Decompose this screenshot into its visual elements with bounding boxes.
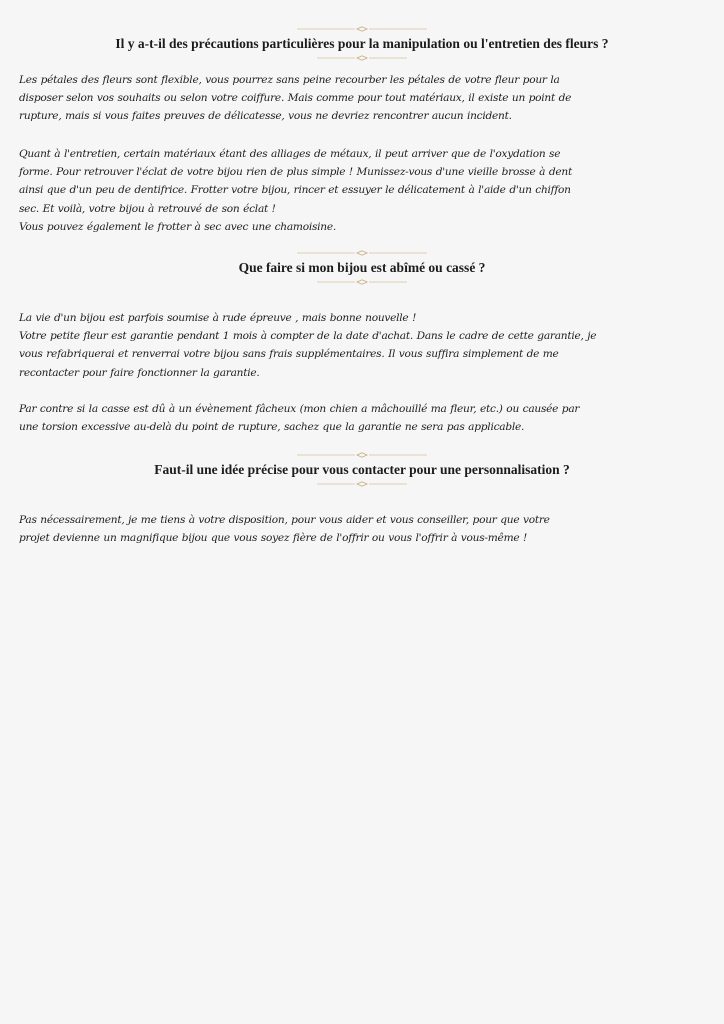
answer-line: une torsion excessive au-delà du point de rupture, sachez que la garantie ne sera pas applicable. <box>19 421 525 434</box>
faq-answer-paragraph <box>19 145 619 236</box>
answer-line: Pas nécessairement, je me tiens à votre disposition, pour vous aider et vous conseiller, pour que votre <box>19 514 550 526</box>
answer-line: Quant à l'entretien, certain matériaux étant des alliages de métaux, il peut arriver que de l'oxydation se <box>19 148 561 160</box>
answer-line: rupture, mais si vous faites preuves de délicatesse, vous ne devriez rencontrer aucun incident. <box>19 110 512 123</box>
ornament-divider-top <box>0 26 724 32</box>
answer-line: recontacter pour faire fonctionner la garantie. <box>19 366 260 379</box>
answer-line: sec. Et voilà, votre bijou à retrouvé de son éclat ! <box>19 202 276 215</box>
faq-answer-paragraph <box>19 400 619 436</box>
faq-question: Faut-il une idée précise pour vous contacter pour une personnalisation ? <box>154 462 570 477</box>
answer-line: Par contre si la casse est dû à un évènement fâcheux (mon chien a mâchouillé ma fleur, etc.) ou causée par <box>19 403 580 415</box>
faq-heading-block <box>0 26 724 61</box>
ornament-divider-top <box>0 452 724 458</box>
ornament-divider-bottom <box>0 55 724 61</box>
faq-heading-block <box>0 250 724 285</box>
faq-section-1 <box>0 26 724 61</box>
answer-line: La vie d'un bijou est parfois soumise à rude épreuve , mais bonne nouvelle ! <box>19 312 417 324</box>
faq-question: Que faire si mon bijou est abîmé ou cassé ? <box>238 260 486 275</box>
answer-line: Les pétales des fleurs sont flexible, vous pourrez sans peine recourber les pétales de votre fleur pour la <box>19 74 560 86</box>
faq-answer-paragraph <box>19 511 619 547</box>
answer-line: ainsi que d'un peu de dentifrice. Frotter votre bijou, rincer et essuyer le délicatement à l'aide d'un chiffon <box>19 184 571 197</box>
answer-line: disposer selon vos souhaits ou selon votre coiffure. Mais comme pour tout matériaux, il existe un point de <box>19 92 572 105</box>
answer-line: projet devienne un magnifique bijou que vous soyez fière de l'offrir ou vous l'offrir à vous-même ! <box>19 532 528 545</box>
answer-line: Vous pouvez également le frotter à sec avec une chamoisine. <box>19 220 337 233</box>
answer-line: forme. Pour retrouver l'éclat de votre bijou rien de plus simple ! Munissez-vous d'une vieille brosse à dent <box>19 166 572 179</box>
faq-question: Il y a-t-il des précautions particulières pour la manipulation ou l'entretien des fleurs ? <box>115 36 609 51</box>
faq-section-3 <box>0 452 724 487</box>
ornament-divider-bottom <box>0 481 724 487</box>
answer-line: vous refabriquerai et renverrai votre bijou sans frais supplémentaires. Il vous suffira simplement de me <box>19 348 559 361</box>
faq-answer-paragraph <box>19 309 619 382</box>
answer-line: Votre petite fleur est garantie pendant 1 mois à compter de la date d'achat. Dans le cadre de cette garantie, je <box>19 330 597 343</box>
faq-heading-block <box>0 452 724 487</box>
faq-answer-paragraph <box>19 71 619 126</box>
ornament-divider-top <box>0 250 724 256</box>
faq-section-2 <box>0 250 724 285</box>
ornament-divider-bottom <box>0 279 724 285</box>
